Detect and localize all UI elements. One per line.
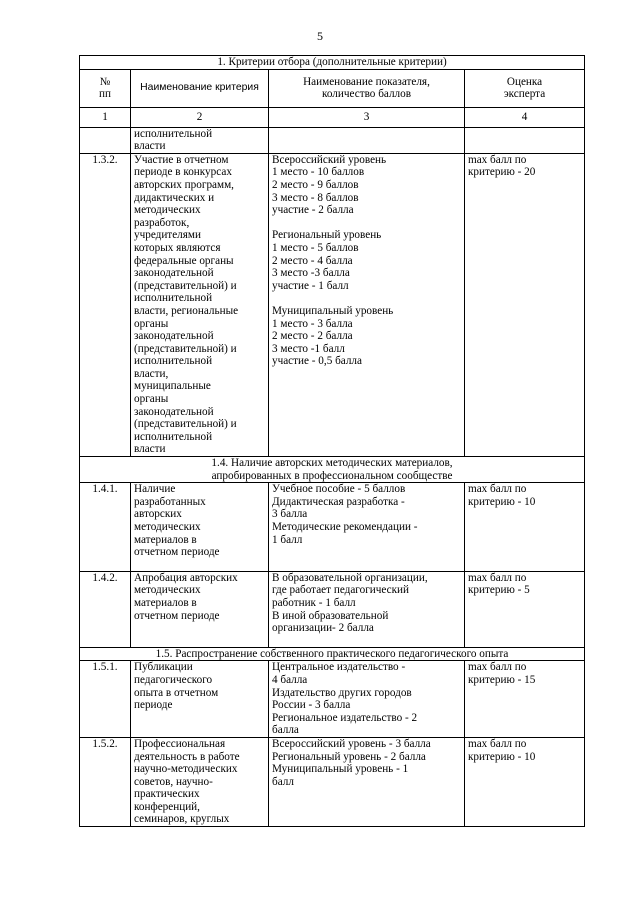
page-number: 5	[317, 29, 323, 43]
cell-line: материалов в	[134, 533, 197, 546]
cell-line: периоде в конкурсах	[134, 166, 232, 179]
criterion-name	[131, 737, 269, 826]
cell-line: Всероссийский уровень - 3 балла	[272, 737, 431, 750]
cell-line: (представительной) и	[134, 418, 237, 431]
cell-line: Муниципальный уровень - 1	[272, 763, 409, 776]
cell-line: авторских программ,	[134, 178, 234, 191]
cell-line: критерию - 5	[468, 584, 530, 597]
cell-line: где работает педагогический	[272, 584, 410, 597]
carry-col2	[131, 127, 269, 153]
criterion-name	[131, 661, 269, 738]
criterion-row	[80, 153, 585, 456]
cell-line: 1 место - 10 баллов	[272, 166, 365, 179]
cell-line: Апробация авторских	[134, 571, 238, 584]
cell-line: муниципальные	[134, 380, 211, 393]
cell-line: Региональное издательство - 2	[272, 711, 418, 724]
cell-line: Публикации	[134, 661, 193, 674]
cell-line: органы	[134, 393, 169, 406]
cell-line: В образовательной организации,	[272, 571, 428, 584]
criterion-number: 1.5.2.	[80, 737, 131, 826]
cell-line: max балл по	[468, 153, 527, 166]
section-heading: 1.5. Распространение собственного практического педагогического опыта	[80, 647, 585, 661]
cell-line: власти	[134, 443, 166, 456]
cell-line: Методические рекомендации -	[272, 521, 418, 533]
cell-line: исполнительной	[134, 355, 213, 368]
cell-line: законодательной	[134, 330, 214, 343]
cell-line: власти, региональные	[134, 304, 239, 317]
cell-line: 1 балл	[272, 533, 303, 546]
criterion-name	[131, 483, 269, 572]
cell-line: балла	[272, 724, 299, 737]
cell-line: методических	[134, 521, 201, 533]
column-numbers-row	[80, 107, 585, 127]
cell-line: деятельность в работе	[134, 750, 240, 763]
cell-line: периоде	[134, 699, 173, 712]
indicator	[269, 483, 465, 572]
cell-line: которых являются	[134, 241, 221, 254]
carry-over-row	[80, 127, 585, 153]
carry-line: исполнительной	[134, 127, 213, 140]
cell-line: max балл по	[468, 661, 527, 674]
header-col4-line: Оценка	[506, 75, 543, 88]
indicator	[269, 737, 465, 826]
cell-line: критерию - 15	[468, 673, 536, 686]
header-col1	[80, 69, 131, 107]
cell-line: 4 балла	[272, 673, 308, 686]
expert-score	[465, 153, 585, 456]
cell-line: Региональный уровень	[272, 229, 382, 242]
header-col3	[269, 69, 465, 107]
cell-line: критерию - 10	[468, 750, 536, 763]
cell-line: методических	[134, 204, 201, 217]
cell-line: Региональный уровень - 2 балла	[272, 750, 426, 763]
carry-col4	[465, 127, 585, 153]
cell-line: федеральные органы	[134, 254, 234, 267]
cell-line: законодательной	[134, 405, 214, 418]
criteria-table	[79, 55, 585, 827]
cell-line	[272, 217, 461, 230]
cell-line: В иной образовательной	[272, 609, 389, 622]
criterion-name	[131, 571, 269, 647]
section-heading	[80, 457, 585, 483]
header-col1-line: пп	[99, 88, 111, 101]
section-title: 1. Критерии отбора (дополнительные критерии)	[80, 56, 585, 70]
cell-line: России - 3 балла	[272, 699, 351, 712]
carry-col1	[80, 127, 131, 153]
cell-line: работник - 1 балл	[272, 596, 356, 609]
indicator	[269, 571, 465, 647]
cell-line: организации- 2 балла	[272, 622, 374, 635]
header-col1-line: №	[99, 75, 111, 88]
header-col3-line: количество баллов	[321, 88, 411, 101]
cell-line: педагогического	[134, 673, 213, 686]
criteria-table-body	[80, 56, 585, 827]
cell-line: разработок,	[134, 216, 190, 229]
section-row	[80, 457, 585, 483]
header-col3-line: Наименование показателя,	[303, 75, 430, 88]
cell-line: органы	[134, 317, 169, 330]
cell-line: законодательной	[134, 267, 214, 280]
column-number: 4	[465, 107, 585, 127]
cell-line: Всероссийский уровень	[272, 153, 387, 166]
cell-line: советов, научно-	[134, 775, 213, 788]
section-title-row	[80, 56, 585, 70]
header-row	[80, 69, 585, 107]
column-number: 3	[269, 107, 465, 127]
criterion-row	[80, 737, 585, 826]
cell-line: 1 место - 3 балла	[272, 317, 353, 330]
cell-line: 2 место - 2 балла	[272, 330, 353, 343]
cell-line: балл	[272, 775, 294, 788]
criterion-number: 1.5.1.	[80, 661, 131, 738]
column-number: 2	[131, 107, 269, 127]
cell-line: Муниципальный уровень	[272, 304, 394, 317]
cell-line: научно-методических	[134, 763, 238, 776]
section-heading-line: апробированных в профессиональном сообществе	[211, 469, 453, 482]
cell-line: max балл по	[468, 571, 527, 584]
cell-line: отчетном периоде	[134, 546, 220, 559]
indicator	[269, 153, 465, 456]
criterion-row	[80, 571, 585, 647]
cell-line: участие - 1 балл	[272, 279, 349, 292]
cell-line: 3 место - 8 баллов	[272, 191, 359, 204]
criterion-name	[131, 153, 269, 456]
cell-line: учредителями	[134, 229, 201, 242]
cell-line: 3 место -1 балл	[272, 342, 345, 355]
indicator	[269, 661, 465, 738]
carry-line: власти	[134, 140, 166, 153]
cell-line: материалов в	[134, 596, 197, 609]
cell-line: дидактических и	[134, 191, 215, 204]
cell-line: участие - 0,5 балла	[272, 355, 362, 368]
cell-line: участие - 2 балла	[272, 204, 354, 217]
column-number: 1	[80, 107, 131, 127]
expert-score	[465, 483, 585, 572]
criterion-number: 1.3.2.	[80, 153, 131, 456]
section-heading-line: 1.4. Наличие авторских методических материалов,	[211, 457, 453, 470]
cell-line: 3 место -3 балла	[272, 267, 350, 280]
cell-line: Учебное пособие - 5 баллов	[272, 483, 406, 496]
cell-line: Наличие	[134, 483, 176, 496]
cell-line: (представительной) и	[134, 279, 237, 292]
criterion-number: 1.4.2.	[80, 571, 131, 647]
cell-line: Участие в отчетном	[134, 153, 229, 166]
cell-line: Издательство других городов	[272, 686, 412, 699]
cell-line: 1 место - 5 баллов	[272, 241, 359, 254]
cell-line: max балл по	[468, 483, 527, 496]
cell-line: конференций,	[134, 800, 200, 813]
cell-line: авторских	[134, 508, 182, 521]
cell-line: max балл по	[468, 737, 527, 750]
header-col4-line: эксперта	[503, 88, 546, 101]
expert-score	[465, 661, 585, 738]
cell-line: исполнительной	[134, 430, 213, 443]
cell-line: разработанных	[134, 495, 206, 508]
criterion-row	[80, 483, 585, 572]
cell-line: Дидактическая разработка -	[272, 495, 405, 508]
cell-line: отчетном периоде	[134, 609, 220, 622]
expert-score	[465, 571, 585, 647]
cell-line: (представительной) и	[134, 342, 237, 355]
header-col4	[465, 69, 585, 107]
header-col2: Наименование критерия	[131, 69, 269, 107]
cell-line: Центральное издательство -	[272, 661, 406, 674]
criterion-number: 1.4.1.	[80, 483, 131, 572]
cell-line: опыта в отчетном	[134, 686, 219, 699]
cell-line: 2 место - 9 баллов	[272, 178, 359, 191]
cell-line: критерию - 10	[468, 495, 536, 508]
cell-line: власти,	[134, 367, 169, 380]
cell-line: методических	[134, 584, 201, 597]
cell-line: исполнительной	[134, 292, 213, 305]
cell-line: 2 место - 4 балла	[272, 254, 353, 267]
cell-line: семинаров, круглых	[134, 813, 230, 826]
section-row	[80, 647, 585, 661]
criterion-row	[80, 661, 585, 738]
cell-line: практических	[134, 788, 200, 801]
carry-col3	[269, 127, 465, 153]
cell-line: критерию - 20	[468, 166, 536, 179]
cell-line: 3 балла	[272, 508, 308, 521]
cell-line: Профессиональная	[134, 737, 226, 750]
expert-score	[465, 737, 585, 826]
cell-line	[272, 292, 461, 305]
